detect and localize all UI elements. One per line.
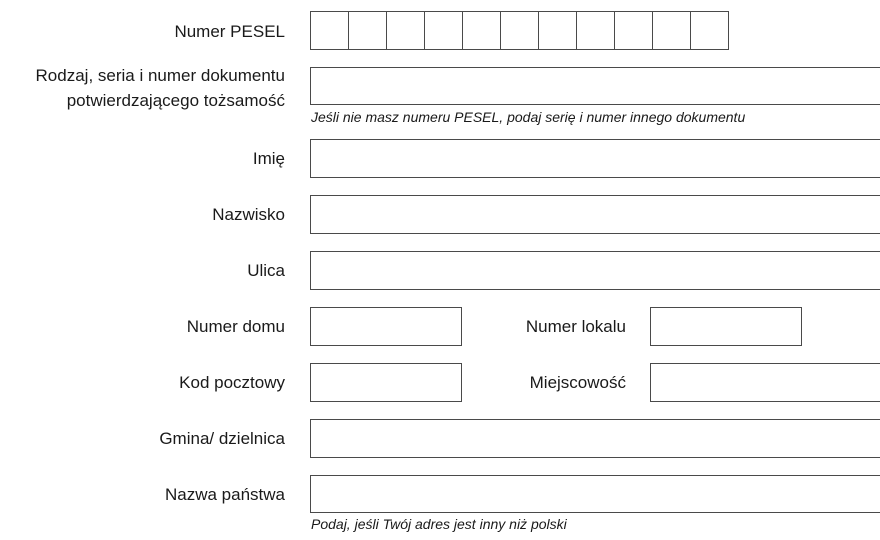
- document-field[interactable]: [310, 67, 880, 105]
- pesel-label: Numer PESEL: [174, 22, 285, 41]
- postal-code-label: Kod pocztowy: [179, 373, 285, 392]
- pesel-digit-cell[interactable]: [424, 11, 463, 50]
- street-label: Ulica: [247, 261, 285, 280]
- apartment-number-field[interactable]: [650, 307, 802, 346]
- country-hint: Podaj, jeśli Twój adres jest inny niż polski: [311, 516, 567, 532]
- street-field[interactable]: [310, 251, 880, 290]
- pesel-digit-cell[interactable]: [462, 11, 501, 50]
- pesel-digit-cell[interactable]: [310, 11, 349, 50]
- postal-code-field[interactable]: [310, 363, 462, 402]
- house-number-label: Numer domu: [186, 317, 285, 336]
- municipality-label: Gmina/ dzielnica: [159, 429, 285, 448]
- house-number-field[interactable]: [310, 307, 462, 346]
- document-label-line1: Rodzaj, seria i numer dokumentu: [35, 66, 285, 85]
- document-label-line2: potwierdzającego tożsamość: [66, 91, 285, 110]
- municipality-field[interactable]: [310, 419, 880, 458]
- apartment-number-label: Numer lokalu: [525, 317, 626, 336]
- pesel-digit-cell[interactable]: [614, 11, 653, 50]
- document-hint: Jeśli nie masz numeru PESEL, podaj serię i numer innego dokumentu: [311, 109, 746, 125]
- city-field[interactable]: [650, 363, 880, 402]
- pesel-digit-cell[interactable]: [348, 11, 387, 50]
- pesel-digit-cell[interactable]: [386, 11, 425, 50]
- last-name-field[interactable]: [310, 195, 880, 234]
- first-name-field[interactable]: [310, 139, 880, 178]
- country-field[interactable]: [310, 475, 880, 513]
- pesel-digit-cell[interactable]: [690, 11, 729, 50]
- country-label: Nazwa państwa: [164, 485, 285, 504]
- pesel-digit-cell[interactable]: [576, 11, 615, 50]
- last-name-label: Nazwisko: [212, 205, 285, 224]
- pesel-digit-cell[interactable]: [652, 11, 691, 50]
- pesel-digit-cell[interactable]: [500, 11, 539, 50]
- first-name-label: Imię: [252, 149, 285, 168]
- pesel-digit-cell[interactable]: [538, 11, 577, 50]
- city-label: Miejscowość: [529, 373, 626, 392]
